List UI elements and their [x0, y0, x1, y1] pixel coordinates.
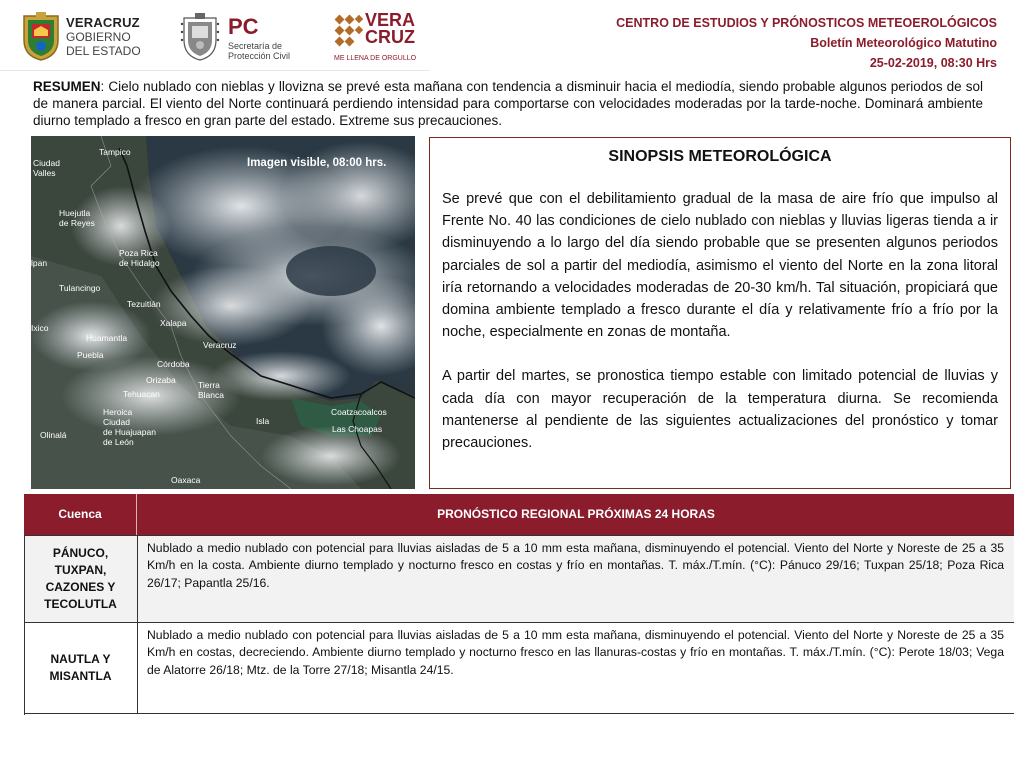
summary-label: RESUMEN [33, 79, 101, 94]
header-pronostico: PRONÓSTICO REGIONAL PRÓXIMAS 24 HORAS [437, 507, 715, 521]
logo-vc-line1: VERA [365, 10, 416, 30]
city-label: Tierra Blanca [198, 380, 224, 400]
city-label: Córdoba [157, 359, 190, 369]
city-label: Olinalá [40, 430, 67, 440]
logo-gov-line3: DEL ESTADO [66, 44, 141, 58]
cuenca-line: TUXPAN, [54, 563, 107, 577]
table-row [24, 535, 1014, 623]
summary-text: : Cielo nublado con nieblas y llovizna se prevé esta mañana con tendencia a disminuir hacia el mediodía, siendo probable algunos periodos de sol de manera parcial. El viento del Norte continuará perdiendo intensidad para comportarse con velocidades moderadas por la tarde-noche. Dominará ambiente diurno templado a fresco en gran parte del estado. Extreme sus precauciones. [33, 79, 983, 128]
cuenca-line: TECOLUTLA [44, 597, 117, 611]
bulletin-header [616, 13, 997, 73]
table-row [24, 623, 1014, 714]
logo-gov-line1: VERACRUZ [66, 15, 140, 30]
city-label: Tampico [99, 147, 131, 157]
veracruz-brand-logo [332, 8, 422, 66]
bulletin-name: Boletín Meteorológico Matutino [810, 36, 997, 50]
cuenca-line: CAZONES Y [45, 580, 116, 594]
city-label: lpan [31, 258, 48, 268]
veracruz-coat-of-arms-icon [20, 10, 62, 62]
proteccion-civil-seal-icon [178, 10, 222, 62]
city-label: Puebla [77, 350, 104, 360]
city-label: Tezuitlán [127, 299, 161, 309]
city-label: Orizaba [146, 375, 176, 385]
city-label: Ciudad Valles [33, 158, 60, 178]
summary-paragraph [33, 78, 983, 129]
logo-pc-small1: Secretaría de [228, 41, 283, 51]
city-label: Tehuacan [123, 389, 160, 399]
city-label: Heroica Ciudad de Huajuapan de León [103, 407, 156, 447]
table-left-border [24, 535, 25, 715]
forecast-text: Nublado a medio nublado con potencial para lluvias aisladas de 5 a 10 mm esta mañana, disminuyendo el potencial. Viento del Norte y Noreste de 25 a 35 Km/h en la costa. Ambiente diurno templado y nocturno fresco en costas y frío en montañas. T. máx./T.mín. (°C): Pánuco 29/16; Tuxpan 25/18; Poza Rica 26/17; Papantla 25/16. [147, 541, 1004, 590]
bulletin-datetime: 25-02-2019, 08:30 Hrs [869, 56, 997, 70]
city-label: Isla [256, 416, 270, 426]
logo-vc-line2: CRUZ [365, 27, 415, 47]
city-label: Poza Rica de Hidalgo [119, 248, 160, 268]
satellite-map-graphic [31, 136, 415, 489]
cuenca-line: MISANTLA [49, 669, 112, 683]
forecast-text: Nublado a medio nublado con potencial para lluvias aisladas de 5 a 10 mm esta mañana, disminuyendo el potencial. Viento del Norte y Noreste de 25 a 35 Km/h en costas, decreciendo. Ambiente diurno templado y nocturno fresco en las llanuras-costas y frío en montañas. T. máx./T.mín. (°C): Perote 18/03; Vega de Alatorre 26/18; Mtz. de la Torre 27/18; Misantla 24/15. [147, 628, 1004, 677]
regional-forecast-table [24, 494, 1014, 714]
synopsis-paragraph-2: A partir del martes, se pronostica tiempo estable con limitado potencial de lluvias y cada día con mayor recuperación de la temperatura diurna. Se recomienda mantenerse al pendiente de las siguientes actualizaciones del pronóstico y tomar precauciones. [442, 368, 998, 452]
cuenca-line: PÁNUCO, [52, 546, 109, 560]
city-label: Veracruz [203, 340, 237, 350]
synopsis-box [429, 137, 1011, 489]
cuenca-line: NAUTLA Y [50, 652, 111, 666]
proteccion-civil-logo [176, 8, 306, 66]
table-header [24, 494, 1014, 535]
logo-gov-line2: GOBIERNO [66, 30, 131, 44]
logo-pc-small2: Protección Civil [228, 51, 291, 61]
logo-pc-letters: PC [228, 14, 259, 39]
veracruz-government-logo [18, 8, 148, 66]
header-cuenca: Cuenca [24, 494, 137, 535]
header-divider [0, 70, 430, 71]
logo-vc-tagline: ME LLENA DE ORGULLO [334, 55, 417, 62]
cuenca-cell [24, 536, 138, 622]
city-label: Huamantla [86, 333, 128, 343]
city-label: Ixico [31, 323, 49, 333]
satellite-image [31, 136, 415, 489]
synopsis-paragraph-1: Se prevé que con el debilitamiento gradual de la masa de aire frío que impulso al Frente No. 40 las condiciones de cielo nublado con nieblas y lluvias ligeras tienda a ir disminuyendo a lo largo del día siendo probable que se presenten algunos periodos parciales de sol a partir del mediodía, asimismo el viento del Norte en la zona litoral iría retornando a velocidades moderadas de 20-30 km/h. Tal situación, propiciará que domina ambiente templado a fresco durante el día y relativamente frío a frío por la noche, especialmente en zonas de montaña. [442, 191, 998, 341]
center-name: CENTRO DE ESTUDIOS Y PRÓNOSTICOS METEOEROLÓGICOS [616, 16, 997, 30]
cuenca-cell [24, 623, 138, 713]
city-label: Oaxaca [171, 475, 201, 485]
city-label: Huejutla de Reyes [59, 208, 95, 228]
city-label: Las Choapas [332, 424, 383, 434]
city-label: Tulancingo [59, 283, 101, 293]
city-label: Xalapa [160, 318, 187, 328]
veracruz-pattern-icon [334, 14, 364, 50]
synopsis-title: SINOPSIS METEOROLÓGICA [608, 148, 832, 165]
city-label: Coatzacoalcos [331, 407, 387, 417]
satellite-caption: Imagen visible, 08:00 hrs. [247, 157, 387, 169]
